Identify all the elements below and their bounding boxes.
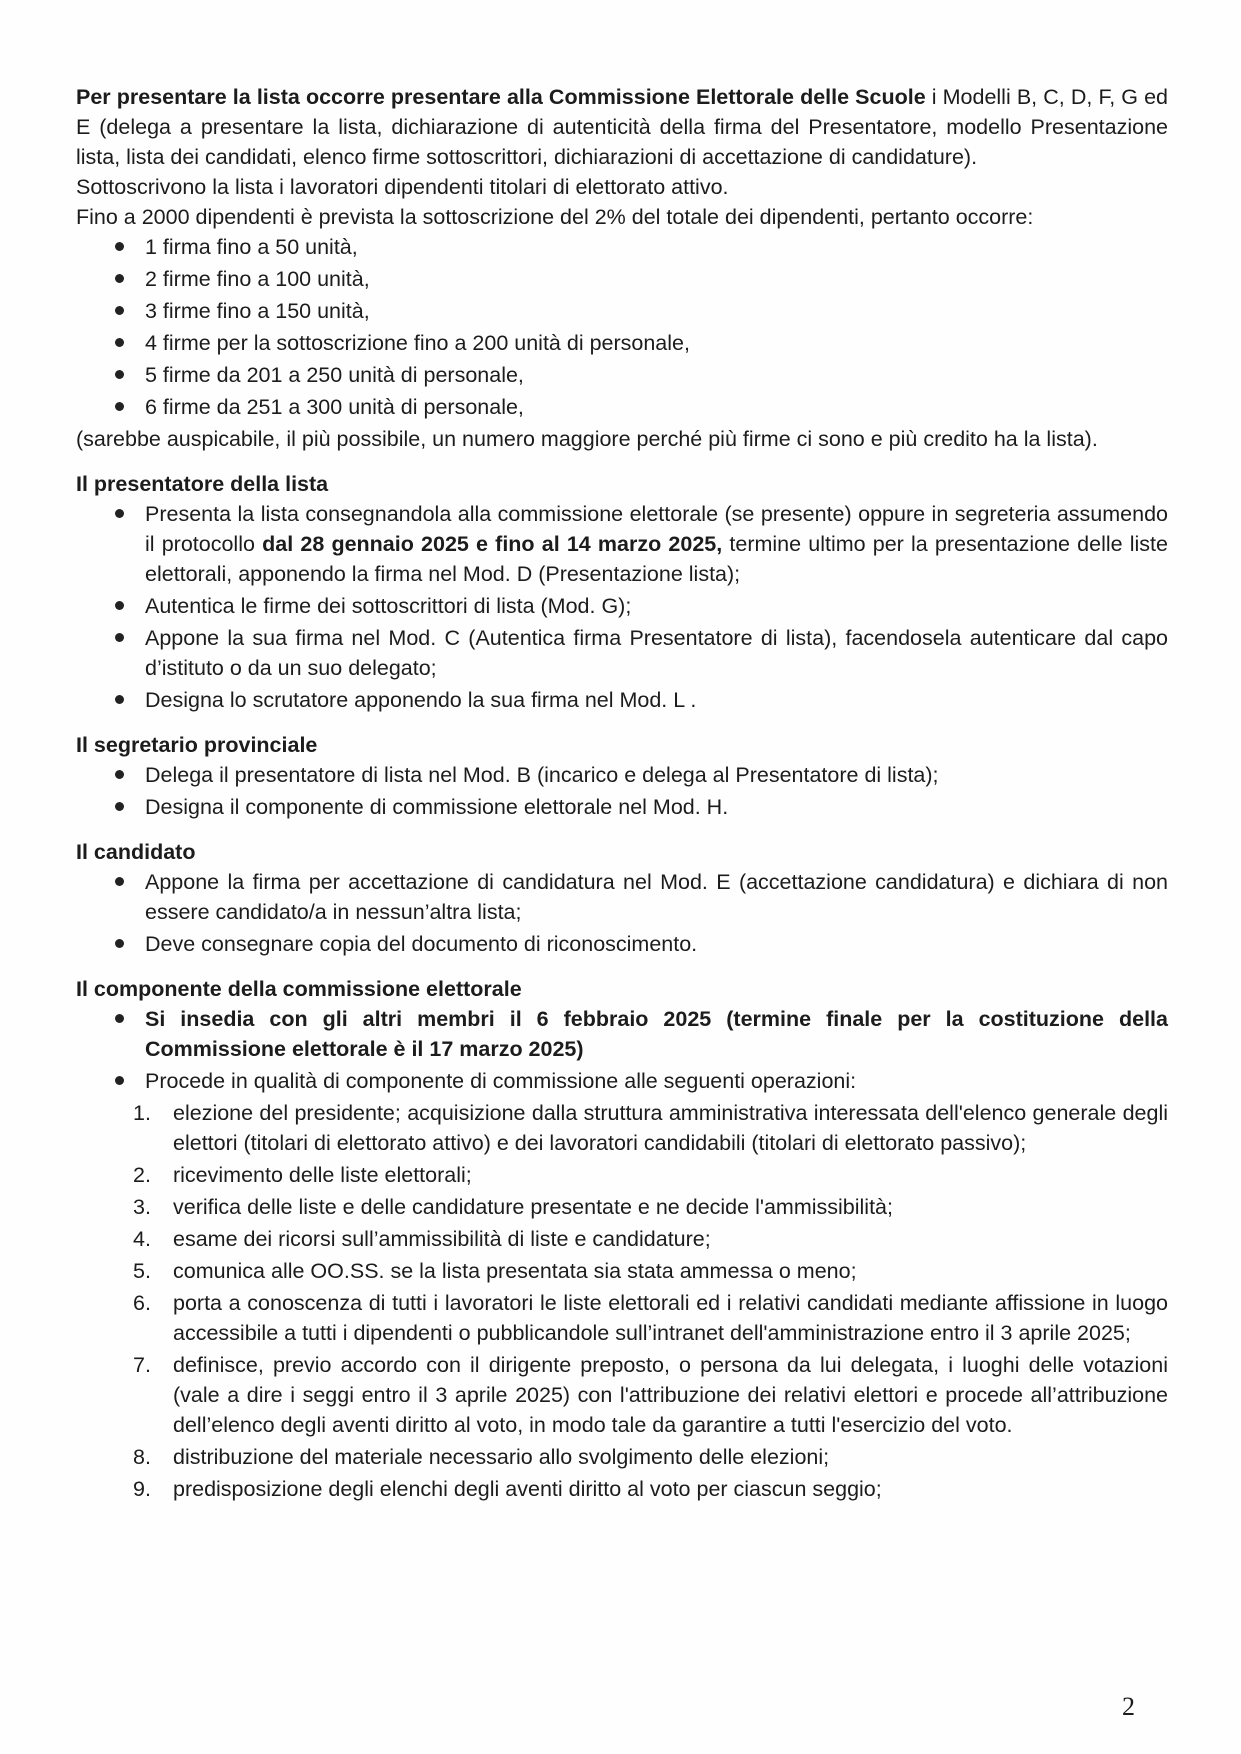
section-heading-presentatore: Il presentatore della lista [76,472,329,496]
presentatore-bullet-list [76,499,1168,715]
bullet1-bold: dal 28 gennaio 2025 e fino al 14 marzo 2025, [262,532,723,556]
bullet-icon [115,370,124,379]
list-item-text: Appone la firma per accettazione di candidatura nel Mod. E (accettazione candidatura) e dichiara di non essere candidato/a in nessun’altra lista; [145,870,1168,924]
section-heading-candidato: Il candidato [76,840,196,864]
list-item [76,499,1168,589]
numbered-item [76,1256,1168,1286]
item-number: 7. [133,1353,151,1377]
numbered-item-text: ricevimento delle liste elettorali; [173,1163,472,1187]
document-content [76,82,1168,1506]
list-item [76,392,1168,422]
list-item-text: 6 firme da 251 a 300 unità di personale, [145,395,524,419]
paragraph-fino: Fino a 2000 dipendenti è prevista la sottoscrizione del 2% del totale dei dipendenti, pertanto occorre: [76,205,1034,229]
item-number: 9. [133,1477,151,1501]
bullet-icon [115,695,124,704]
numbered-item [76,1442,1168,1472]
list-item-text [145,502,1168,586]
list-item-text: 1 firma fino a 50 unità, [145,235,358,259]
numbered-item [76,1350,1168,1440]
bullet-icon [115,1014,124,1023]
list-item [76,264,1168,294]
numbered-item-text: predisposizione degli elenchi degli aventi diritto al voto per ciascun seggio; [173,1477,882,1501]
list-item [76,1004,1168,1064]
item-number: 4. [133,1227,151,1251]
componente-bullet-list [76,1004,1168,1096]
bullet1-post: termine ultimo per la presentazione delle liste elettorali, apponendo la firma nel Mod. D (Presentazione lista); [145,532,1168,586]
numbered-item [76,1192,1168,1222]
list-item [76,929,1168,959]
bullet-icon [115,1076,124,1085]
paragraph-sarebbe: (sarebbe auspicabile, il più possibile, un numero maggiore perché più firme ci sono e più credito ha la lista). [76,427,1098,451]
list-item-text: Procede in qualità di componente di commissione alle seguenti operazioni: [145,1069,857,1093]
list-item-text: Si insedia con gli altri membri il 6 febbraio 2025 (termine finale per la costituzione della Commissione elettorale è il 17 marzo 2025) [145,1007,1168,1061]
numbered-item-text: verifica delle liste e delle candidature presentate e ne decide l'ammissibilità; [173,1195,893,1219]
bullet-icon [115,242,124,251]
section-heading-componente: Il componente della commissione elettorale [76,977,522,1001]
item-number: 2. [133,1163,151,1187]
bullet-icon [115,877,124,886]
intro-bold-text: Per presentare la lista occorre presentare alla Commissione Elettorale delle Scuole [76,85,926,109]
numbered-item-text: elezione del presidente; acquisizione dalla struttura amministrativa interessata dell'elenco generale degli elettori (titolari di elettorato attivo) e dei lavoratori candidabili (titolari di elettorato passivo); [173,1101,1168,1155]
list-item [76,623,1168,683]
bullet-icon [115,338,124,347]
bullet-icon [115,939,124,948]
section-heading-segretario: Il segretario provinciale [76,733,318,757]
segretario-bullet-list [76,760,1168,822]
numbered-item [76,1474,1168,1504]
item-number: 5. [133,1259,151,1283]
bullet-icon [115,402,124,411]
bullet-icon [115,509,124,518]
list-item-text: Designa il componente di commissione elettorale nel Mod. H. [145,795,729,819]
numbered-item [76,1160,1168,1190]
list-item-text: Deve consegnare copia del documento di riconoscimento. [145,932,698,956]
bullet-icon [115,306,124,315]
numbered-item-text: definisce, previo accordo con il dirigente preposto, o persona da lui delegata, i luoghi delle votazioni (vale a dire i seggi entro il 3 aprile 2025) con l'attribuzione dei relativi elettori e procede all’attribuzione dell’elenco degli aventi diritto al voto, in modo tale da garantire a tutti l'esercizio del voto. [173,1353,1168,1437]
bullet-icon [115,274,124,283]
list-item-text: Delega il presentatore di lista nel Mod. B (incarico e delega al Presentatore di lista); [145,763,939,787]
list-item [76,328,1168,358]
list-item-text: Autentica le firme dei sottoscrittori di lista (Mod. G); [145,594,632,618]
list-item [76,1066,1168,1096]
bullet1-pre: Presenta la lista consegnandola alla commissione elettorale (se presente) oppure in segreteria assumendo il protocollo [145,502,1168,556]
item-number: 3. [133,1195,151,1219]
numbered-item-text: comunica alle OO.SS. se la lista presentata sia stata ammessa o meno; [173,1259,857,1283]
item-number: 6. [133,1291,151,1315]
bullet-icon [115,633,124,642]
firme-bullet-list [76,232,1168,422]
numbered-item [76,1098,1168,1158]
page-number: 2 [1122,1692,1135,1721]
numbered-item-text: distribuzione del materiale necessario allo svolgimento delle elezioni; [173,1445,830,1469]
list-item [76,792,1168,822]
list-item [76,867,1168,927]
numbered-item [76,1224,1168,1254]
list-item-text: Appone la sua firma nel Mod. C (Autentica firma Presentatore di lista), facendosela autenticare dal capo d’istituto o da un suo delegato; [145,626,1168,680]
paragraph-sottoscrivono: Sottoscrivono la lista i lavoratori dipendenti titolari di elettorato attivo. [76,175,729,199]
list-item-text: 4 firme per la sottoscrizione fino a 200 unità di personale, [145,331,690,355]
bullet-icon [115,770,124,779]
bullet-icon [115,802,124,811]
list-item [76,685,1168,715]
list-item-text: Designa lo scrutatore apponendo la sua firma nel Mod. L . [145,688,697,712]
numbered-item-text: esame dei ricorsi sull’ammissibilità di liste e candidature; [173,1227,711,1251]
intro-rest-text: i Modelli B, C, D, F, G ed E (delega a presentare la lista, dichiarazione di autenticità della firma del Presentatore, modello Presentazione lista, lista dei candidati, elenco firme sottoscrittori, dichiarazioni di accettazione di candidature). [76,85,1168,169]
list-item [76,296,1168,326]
list-item-text: 2 firme fino a 100 unità, [145,267,370,291]
list-item [76,760,1168,790]
list-item-text: 5 firme da 201 a 250 unità di personale, [145,363,524,387]
list-item [76,232,1168,262]
numbered-item-text: porta a conoscenza di tutti i lavoratori le liste elettorali ed i relativi candidati mediante affissione in luogo accessibile a tutti i dipendenti o pubblicandole sull’intranet dell'amministrazione entro il 3 aprile 2025; [173,1291,1168,1345]
item-number: 1. [133,1101,151,1125]
item-number: 8. [133,1445,151,1469]
bullet-icon [115,601,124,610]
intro-paragraph [76,82,1168,172]
list-item-text: 3 firme fino a 150 unità, [145,299,370,323]
candidato-bullet-list [76,867,1168,959]
numbered-item [76,1288,1168,1348]
operations-numbered-list [76,1098,1168,1504]
list-item [76,360,1168,390]
list-item [76,591,1168,621]
